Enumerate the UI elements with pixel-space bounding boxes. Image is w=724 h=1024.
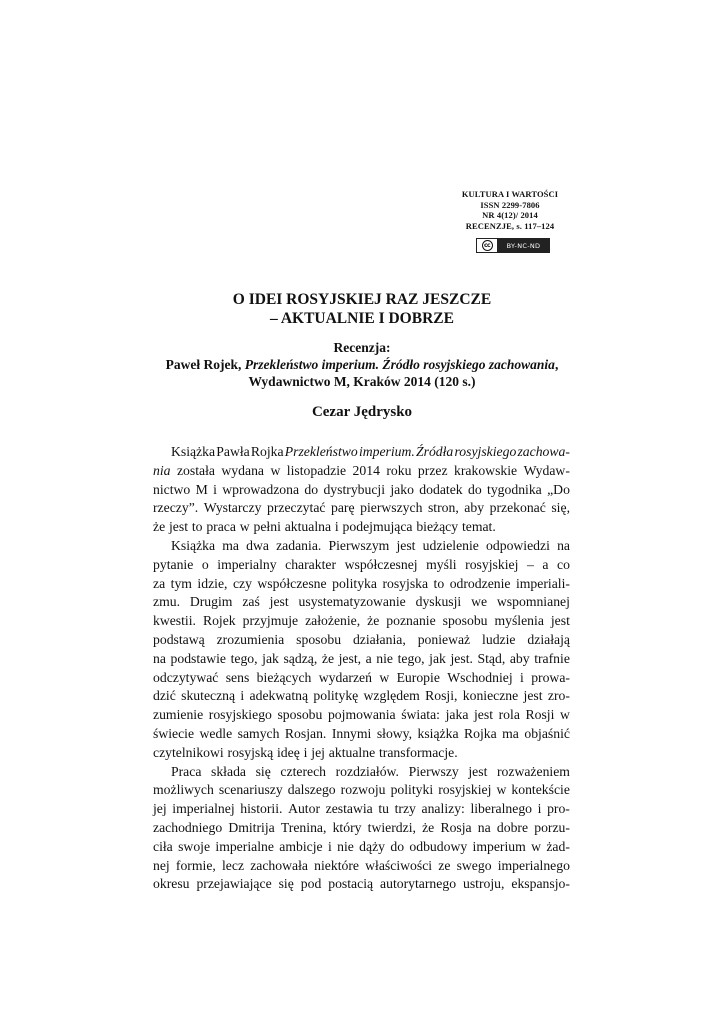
title-line-2: – AKTUALNIE I DOBRZE [270, 310, 454, 327]
body-line: zmu. Drugim zaś jest usystematyzowanie dyskusji we wspomnianej [153, 594, 570, 610]
body-line: odczytywać sens bieżących wydarzeń w Europie Wschodniej i prowa- [153, 669, 570, 685]
body-line: Książka ma dwa zadania. Pierwszym jest udzielenie odpowiedzi na [171, 537, 570, 553]
body-line: Praca składa się czterech rozdziałów. Pierwszy jest rozważeniem [171, 763, 570, 779]
cc-icon: cc [482, 240, 493, 251]
body-line: nia została wydana w listopadzie 2014 roku przez krakowskie Wydaw- [153, 462, 570, 478]
body-line: zachodniego Dmitrija Trenina, który twierdzi, że Rosja na dobre porzu- [153, 819, 570, 835]
body-line: za tym idzie, czy współczesne polityka rosyjska to odrodzenie imperiali- [153, 575, 570, 591]
body-line: kwestii. Rojek przyjmuje założenie, że poznanie sposobu myślenia jest [153, 613, 570, 629]
review-body [153, 443, 570, 894]
journal-issue: NR 4(12)/ 2014 [482, 210, 538, 221]
body-line: świecie wedle samych Rosjan. Innymi słowy, książka Rojka ma objaśnić [153, 725, 570, 741]
journal-info [440, 189, 580, 231]
body-line: rzeczy”. Wystarczy przeczytać parę pierwszych stron, aby przekonać się, [153, 500, 570, 516]
body-line: nictwo M i wprowadzona do dystrybucji jako dodatek do tygodnika „Do [153, 481, 570, 497]
body-line: ciła swoje imperialne ambicje i nie dąży do odbudowy imperium w żad- [153, 838, 570, 854]
body-line: czytelnikowi rosyjską ideę i jej aktualne transformacje. [153, 744, 458, 760]
body-line: dzić skuteczną i adekwatną politykę względem Rosji, konieczne jest zro- [153, 688, 570, 704]
book-title-comma: , [554, 357, 559, 372]
title-line-1: O IDEI ROSYJSKIEJ RAZ JESZCZE [232, 291, 492, 308]
journal-issn: ISSN 2299-7806 [480, 199, 540, 210]
review-info [0, 339, 724, 390]
book-author: Paweł Rojek, [165, 357, 245, 372]
cc-license-badge[interactable] [476, 238, 550, 253]
license-type: BY-NC-ND [498, 239, 549, 252]
review-author: Cezar Jędrysko [311, 404, 413, 420]
body-line: pytanie o imperialny charakter współczesnej myśli rosyjskiej – a co [153, 556, 570, 572]
journal-section-pages: RECENZJE, s. 117–124 [465, 220, 555, 231]
review-label: Recenzja: [333, 340, 391, 355]
body-line: okresu przejawiające się pod postacią autorytarnego ustroju, ekspansjo- [153, 876, 570, 892]
body-line: Książka Pawła Rojka Przekleństwo imperium. Źródła rosyjskiego zachowa- [171, 444, 570, 459]
reviewed-book-line [0, 356, 724, 373]
book-publisher: Wydawnictwo M, Kraków 2014 (120 s.) [248, 374, 476, 389]
body-line: podstawą zrozumienia sposobu działania, ponieważ ludzie działają [153, 631, 570, 647]
body-line: jej imperialnej historii. Autor zestawia tu trzy analizy: liberalnego i pro- [153, 801, 570, 817]
body-line: zumienie rosyjskiego sposobu pojmowania świata: jaka jest rola Rosji w [153, 707, 570, 723]
journal-name: KULTURA I WARTOŚCI [461, 189, 559, 199]
body-line: nej formie, lecz zachowała niektóre właściwości ze swego imperialnego [153, 857, 570, 873]
article-title [0, 290, 724, 328]
body-line: że jest to praca w pełni aktualna i podejmująca bieżący temat. [153, 519, 496, 535]
body-line: możliwych scenariuszy dalszego rozwoju polityki rosyjskiej w kontekście [153, 782, 570, 798]
book-title: Przekleństwo imperium. Źródło rosyjskiego zachowania [244, 357, 555, 372]
body-line: na podstawie tego, jak sądzą, że jest, a nie tego, jak jest. Stąd, aby trafnie [153, 650, 570, 666]
